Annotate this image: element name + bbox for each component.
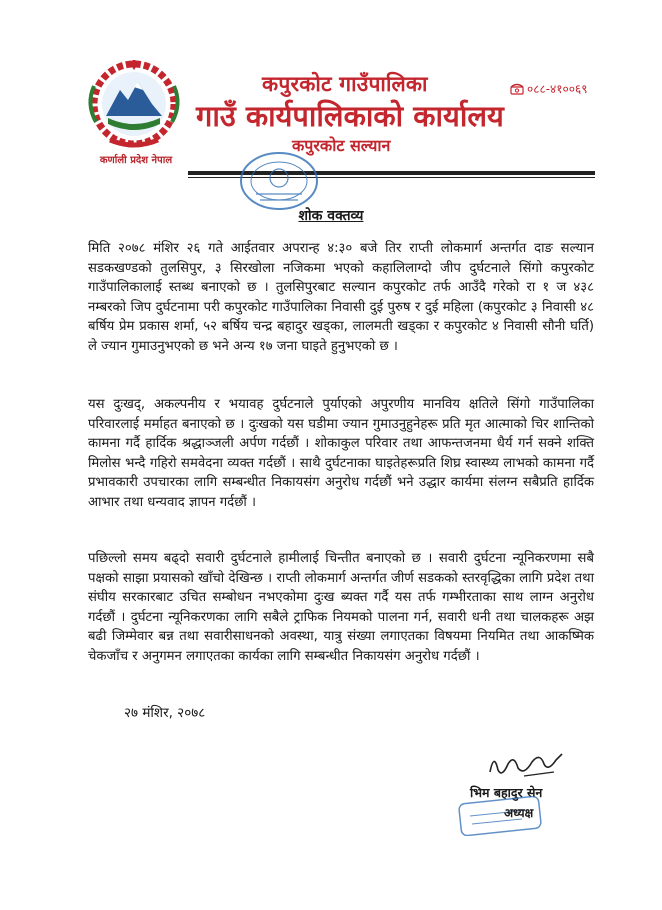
body-paragraph: पछिल्लो समय बढ्दो सवारी दुर्घटनाले हामीलाई चिन्तीत बनाएको छ । सवारी दुर्घटना न्यूनिकरणमा सबै पक्षको साझा प्रयासको खाँचो देखिन्छ । राप्ती लोकमार्ग अन्तर्गत जीर्ण सडकको स्तरवृद्धिका लागि प्रदेश तथा संघीय सरकारबाट उचित सम्बोधन नभएकोमा दुःख ब्यक्त गर्दै यस तर्फ गम्भीरताका साथ लाग्न अनुरोध गर्दछौं । दुर्घटना न्यूनिकरणका लागि सबैले ट्राफिक नियमको पालना गर्न, सवारी धनी तथा चालकहरू अझ बढी जिम्मेवार बन्न तथा सवारीसाधनको अवस्था, यात्रु संख्या लगाएतका विषयमा नियमित तथा आकष्मिक चेकजाँच र अनुगमन लगाएतका कार्यका लागि सम्बन्धीत निकायसंग अनुरोध गर्दछौं ।: [88, 551, 594, 664]
phone-text: ०८८-४१००६९: [527, 82, 588, 96]
office-address: कपुरकोट सल्यान: [292, 136, 391, 155]
official-stamp-icon: [236, 148, 322, 214]
body-paragraph: यस दुःखद्, अकल्पनीय र भयावह दुर्घटनाले पुर्याएको अपुरणीय मानविय क्षतिले सिंगो गाउँपालिका परिवारलाई मर्माहत बनाएको छ । दुःखको यस घडीमा ज्यान गुमाउनुहुनेहरू प्रति मृत आत्माको चिर शान्तिको कामना गर्दै हार्दिक श्रद्धाञ्जली अर्पण गर्दछौं । शोकाकुल परिवार तथा आफन्तजनमा धैर्य गर्न सक्ने शक्ति मिलोस भन्दै गहिरो समवेदना व्यक्त गर्दछौं । साथै दुर्घटनाका घाइतेहरूप्रति शिघ्र स्वास्थ्य लाभको कामना गर्दै प्रभावकारी उपचारका लागि सम्बन्धीत निकायसंग अनुरोध गर्दछौं भने उद्धार कार्यमा संलग्न सबैप्रति हार्दिक आभार तथा धन्यवाद ज्ञापन गर्दछौं ।: [88, 397, 594, 510]
document-heading: शोक वक्तव्य: [298, 208, 364, 224]
office-name: कपुरकोट गाउँपालिका: [262, 72, 428, 96]
office-title: गाउँ कार्यपालिकाको कार्यालय: [196, 99, 504, 133]
document-date: २७ मंशिर, २०७८: [124, 705, 206, 721]
signer-title: अध्यक्ष: [504, 806, 534, 820]
signer-name: भिम बहादुर सेन: [470, 785, 543, 800]
phone-number: [510, 80, 588, 97]
province-label: कर्णाली प्रदेश नेपाल: [99, 155, 173, 166]
nepal-emblem-icon: [80, 60, 188, 152]
signature-icon: [484, 742, 566, 786]
body-paragraph: मिति २०७८ मंशिर २६ गते आईतवार अपरान्ह ४:३० बजे तिर राप्ती लोकमार्ग अन्तर्गत दाङ सल्यान सडकखण्डको तुलसिपुर, ३ सिरखोला नजिकमा भएको कहालिलाग्दो जीप दुर्घटनाले सिंगो कपुरकोट गाउँपालिकालाई स्तब्ध बनाएको छ । तुलसिपुरबाट सल्यान कपुरकोट तर्फ आउँदै गरेको रा १ ज ४३८ नम्बरको जिप दुर्घटनामा परी कपुरकोट गाउँपालिका निवासी दुई पुरुष र दुई महिला (कपुरकोट ३ निवासी ४८ बर्षिय प्रेम प्रकास शर्मा, ५२ बर्षिय चन्द्र बहादुर खड्का, लालमती खड्का र कपुरकोट ४ निवासी सौनी घर्ति) ले ज्यान गुमाउनुभएको छ भने अन्य १७ जना घाइते हुनुभएको छ ।: [88, 241, 594, 354]
phone-icon: [510, 83, 524, 95]
